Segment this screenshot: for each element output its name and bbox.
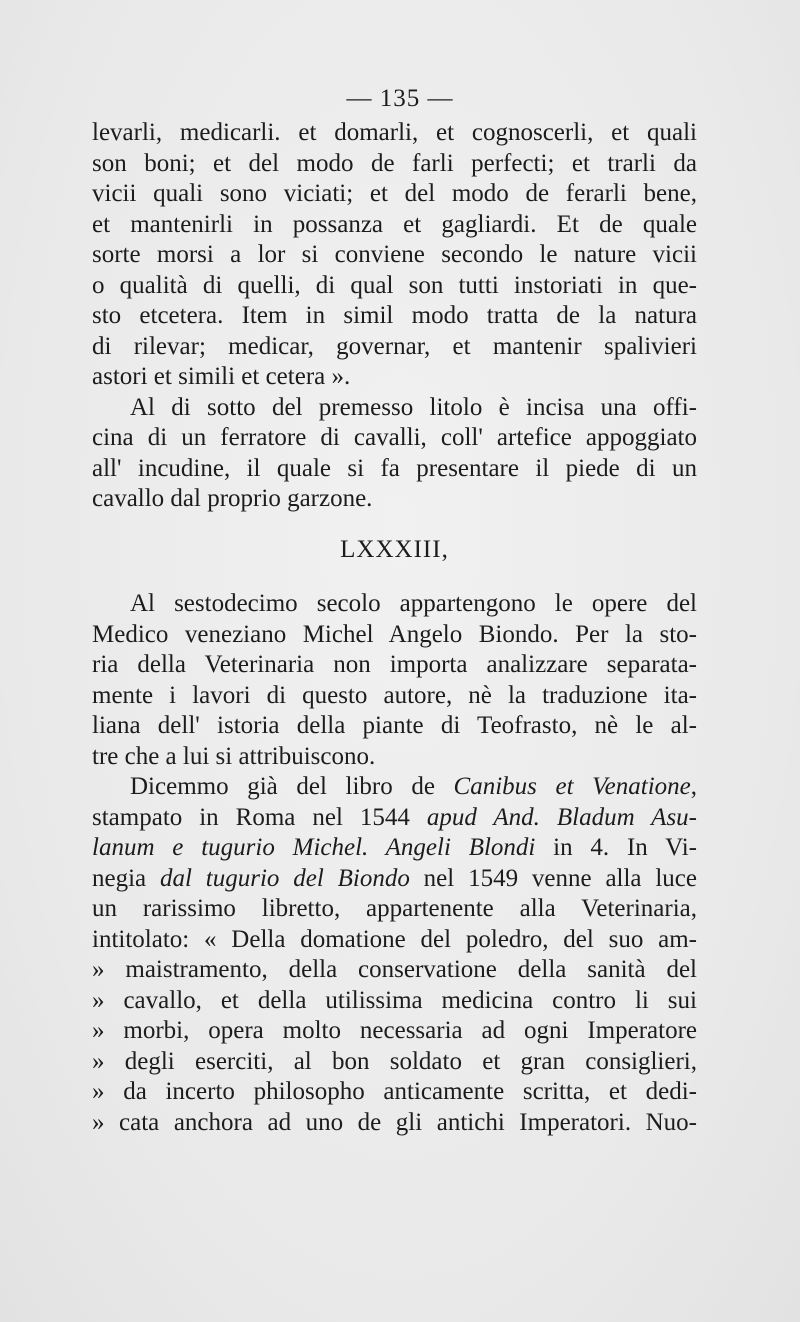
text-line [92,803,697,834]
text-line: ria della Veterinaria non importa analizzare separata- [92,651,697,678]
paragraph-3 [92,589,697,772]
text-line: astori et simili et cetera ». [92,363,351,390]
page-number: — 135 — [346,85,454,112]
text-line: sorte morsi a lor si conviene secondo le nature vicii [92,241,697,268]
text-line: et mantenirli in possanza et gagliardi. Et de quale [92,210,697,238]
body-text [92,118,697,1138]
text-line: levarli, medicarli. et domarli, et cognoscerli, et quali [92,119,697,146]
text-line: Medico veneziano Michel Angelo Biondo. Per la sto- [92,620,697,648]
text-line: » da incerto philosopho anticamente scritta, et dedi- [92,1078,697,1105]
text-line [92,772,697,803]
paragraph-1 [92,118,697,393]
italic-title: Canibus et Venatione [453,773,691,800]
text-segment: nel 1549 venne alla luce [409,864,698,892]
section-heading: LXXXIII, [340,535,449,563]
text-line: » cata anchora ad uno de gli antichi Imperatori. Nuo- [92,1108,697,1136]
text-segment: stampato in Roma nel 1544 [92,803,427,831]
text-segment: in 4. In Vi- [535,834,697,861]
text-segment: , [690,773,697,800]
text-line: cina di un ferratore di cavalli, coll' artefice appoggiato [92,424,697,451]
paragraph-2 [92,393,697,515]
text-line: » maistramento, della conservatione della sanità del [92,956,697,983]
text-line: Al di sotto del premesso litolo è incisa una offi- [130,393,697,421]
text-line: sto etcetera. Item in simil modo tratta de la natura [92,302,697,329]
italic-imprint: lanum e tugurio Michel. Angeli Blondi [92,834,536,861]
text-line: liana dell' istoria della piante di Teofrasto, nè le al- [92,712,697,739]
text-segment: Dicemmo già del libro de [130,773,454,800]
text-line: » degli eserciti, al bon soldato et gran consiglieri, [92,1047,697,1075]
text-line: » cavallo, et della utilissima medicina contro li sui [92,986,697,1014]
text-line [92,864,697,895]
text-line: all' incudine, il quale si fa presentare il piede di un [92,454,697,482]
text-line: vicii quali sono viciati; et del modo de ferarli bene, [92,180,697,207]
text-line: o qualità di quelli, di qual son tutti instoriati in que- [92,271,697,299]
text-line: mente i lavori di questo autore, nè la traduzione ita- [92,681,697,709]
text-segment: negia [92,864,160,892]
text-line: di rilevar; medicar, governar, et mantenir spalivieri [92,332,697,360]
italic-imprint: dal tugurio del Biondo [159,864,410,892]
italic-imprint: apud And. Bladum Asu- [426,803,698,831]
text-line: son boni; et del modo de farli perfecti; et trarli da [92,149,697,177]
text-line: un rarissimo libretto, appartenente alla Veterinaria, [92,895,697,922]
text-line [92,833,697,864]
text-line: » morbi, opera molto necessaria ad ogni Imperatore [92,1017,697,1044]
text-line: intitolato: « Della domatione del poledro, del suo am- [92,925,697,953]
text-line: Al sestodecimo secolo appartengono le opere del [130,590,697,617]
text-line: cavallo dal proprio garzone. [92,485,373,512]
text-line: tre che a lui si attribuiscono. [92,742,376,770]
paragraph-4 [92,772,697,1138]
